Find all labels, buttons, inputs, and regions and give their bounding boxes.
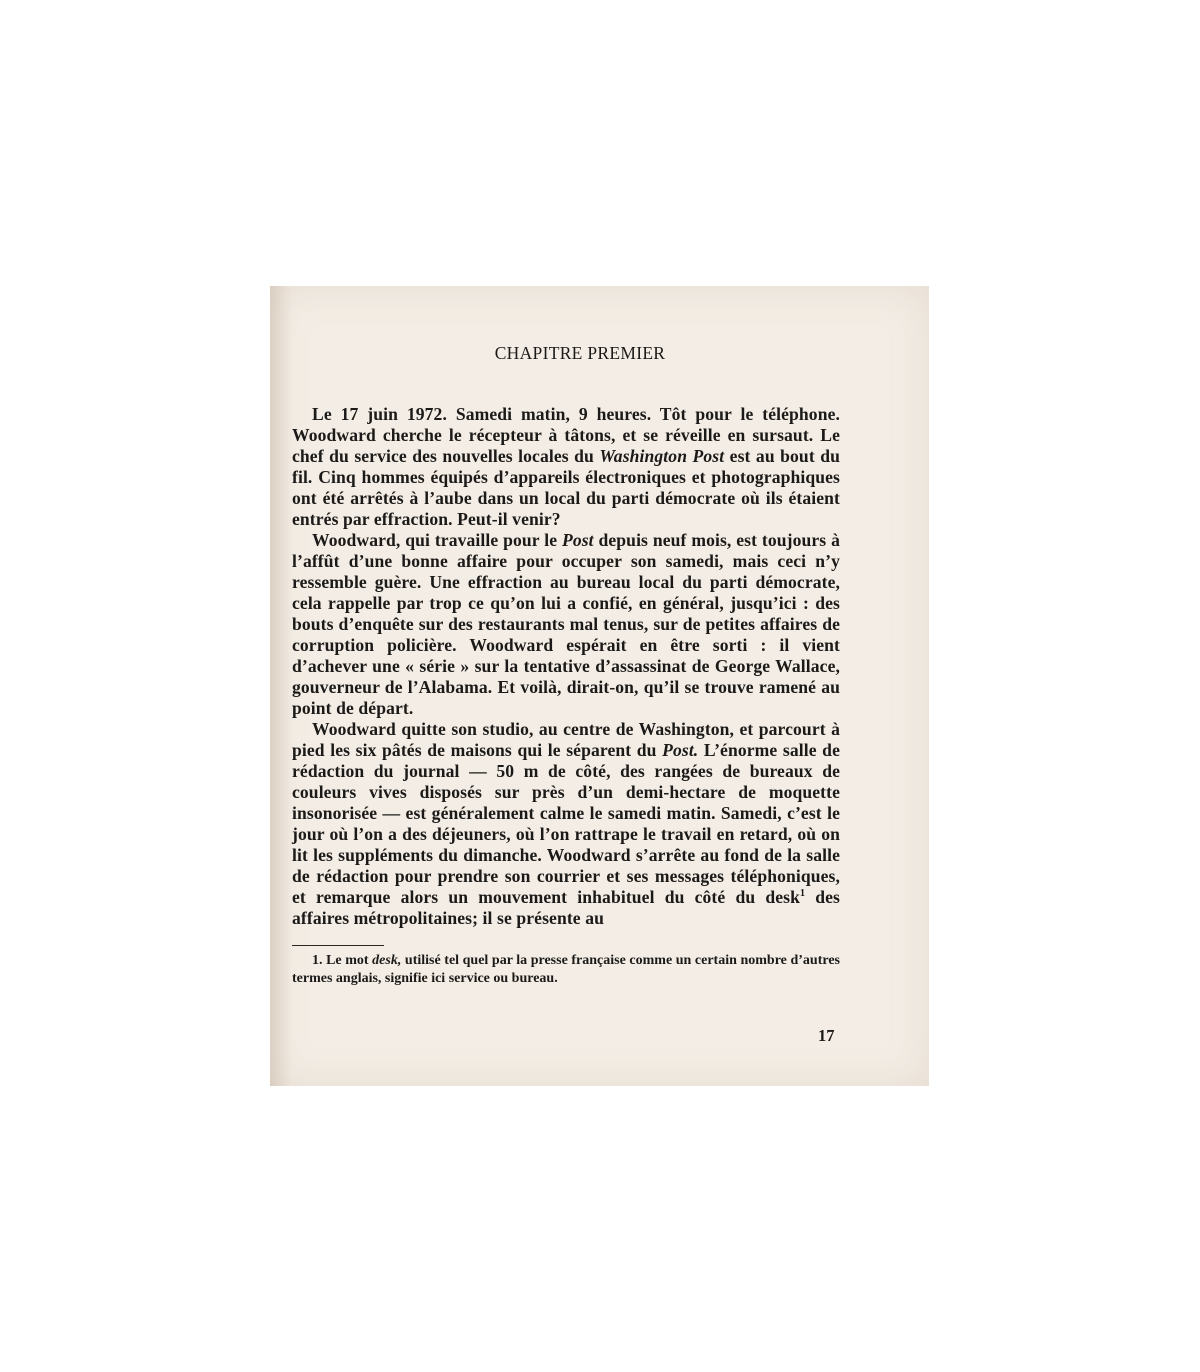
text-run: L’énorme salle de rédaction du journal — 50 m de côté, des rangées de bureaux de couleurs vives disposés sur près d’un demi-hectare de moquette insonorisée — est généralement calme le samedi matin. Samedi, c’est le jour où l’on a des déjeuners, où l’on rattrape le travail en retard, où on lit les suppléments du dimanche. Woodward s’arrête au fond de la salle de rédaction pour prendre son courrier et ses messages téléphoniques, et remarque alors un mouvement inhabituel du côté du desk xyxy=(292,740,840,907)
italic-text: desk, xyxy=(372,953,402,968)
paragraph-2 xyxy=(292,530,840,719)
text-run: 1. Le mot xyxy=(312,953,373,968)
chapter-title: CHAPITRE PREMIER xyxy=(494,343,666,363)
footnote-marker: 1 xyxy=(800,888,806,900)
paragraph-1 xyxy=(292,404,840,530)
text-run: depuis neuf mois, est toujours à l’affût d’une bonne affaire pour occuper son samedi, mais ceci n’y ressemble guère. Une effraction au bureau local du parti démocrate, cela rappelle par trop ce qu’on lui a confié, en général, jusqu’ici : des bouts d’enquête sur des restaurants mal tenus, sur de petites affaires de corruption policière. Woodward espérait en être sorti : il vient d’achever une « série » sur la tentative d’assassinat de George Wallace, gouverneur de l’Alabama. Et voilà, dirait-on, qu’il se trouve ramené au point de départ. xyxy=(292,530,840,718)
text-run: utilisé tel quel par la presse française comme un certain nombre d’autres termes anglais, signifie ici service ou bureau. xyxy=(292,953,840,986)
italic-text: Post. xyxy=(662,740,699,760)
footnote-divider xyxy=(292,945,384,946)
text-run: des affaires métropolitaines; il se présente au xyxy=(292,887,840,928)
text-run: Woodward quitte son studio, au centre de Washington, et parcourt à pied les six pâtés de maisons qui le séparent du xyxy=(292,719,840,760)
page-number: 17 xyxy=(818,1026,835,1045)
page-content xyxy=(292,340,840,1002)
italic-text: Washington Post xyxy=(599,446,725,466)
paragraph-3 xyxy=(292,719,840,929)
italic-text: Post xyxy=(561,530,594,550)
text-run: est au bout du fil. Cinq hommes équipés d’appareils électroniques et photographiques ont été arrêtés à l’aube dans un local du parti démocrate où ils étaient entrés par effraction. Peut-il venir? xyxy=(292,446,840,529)
footnote xyxy=(292,952,840,988)
text-run: Woodward, qui travaille pour le xyxy=(312,530,562,550)
text-run: Le 17 juin 1972. Samedi matin, 9 heures. Tôt pour le téléphone. Woodward cherche le récepteur à tâtons, et se réveille en sursaut. Le chef du service des nouvelles locales du xyxy=(292,404,840,466)
body-text xyxy=(292,404,840,929)
